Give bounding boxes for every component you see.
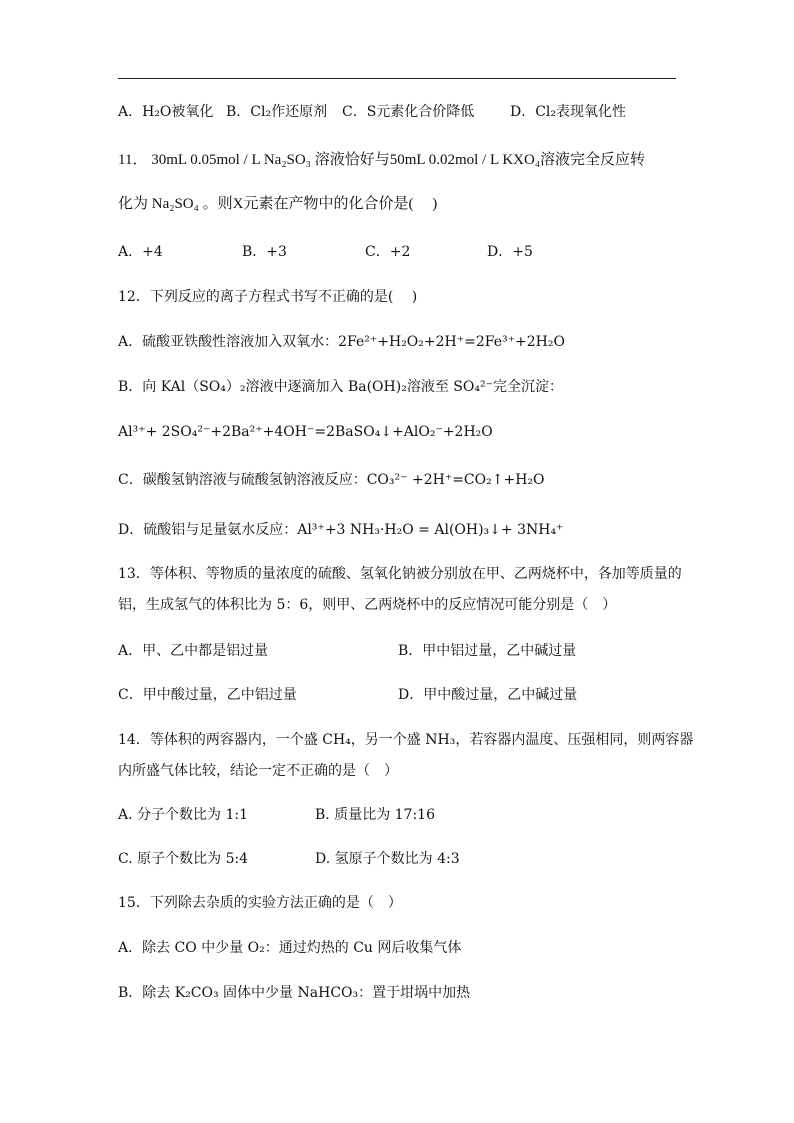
header-rule: [118, 78, 676, 79]
q11-option-d: D．+5: [487, 244, 533, 260]
q11-option-a: A．+4: [118, 244, 163, 260]
q14-option-b: B. 质量比为 17:16: [315, 807, 435, 823]
q10-option-c: C．S元素化合价降低: [342, 104, 475, 120]
q12-stem: 12．下列反应的离子方程式书写不正确的是( ): [118, 289, 418, 305]
q14-stem-line2: 内所盛气体比较，结论一定不正确的是（ ）: [118, 763, 398, 779]
q12-option-a: A．硫酸亚铁酸性溶液加入双氧水：2Fe²⁺+H₂O₂+2H⁺=2Fe³⁺+2H₂O: [118, 334, 565, 350]
q14-option-d: D. 氢原子个数比为 4:3: [315, 851, 460, 867]
q13-option-d: D．甲中酸过量，乙中碱过量: [398, 687, 578, 703]
q11-stem-line1: 11． 30mL 0.05mol / L Na₂SO₃ 溶液恰好与50mL 0.02mol / L KXO₄溶液完全反应转: [118, 152, 646, 168]
q12-option-b-line1: B．向 KAl（SO₄）₂溶液中逐滴加入 Ba(OH)₂溶液至 SO₄²⁻完全沉淀：: [118, 379, 563, 395]
q11-stem-line2: 化为 Na₂SO₄ 。则X元素在产物中的化合价是( ): [118, 196, 438, 212]
q10-option-b: B．Cl₂作还原剂: [226, 104, 328, 120]
q13-stem-line2: 铝，生成氢气的体积比为 5：6，则甲、乙两烧杯中的反应情况可能分别是（ ）: [118, 597, 617, 613]
q12-option-d: D．硫酸铝与足量氨水反应：Al³⁺+3 NH₃·H₂O = Al(OH)₃↓+ 3NH₄⁺: [118, 522, 564, 538]
q11-option-c: C．+2: [365, 244, 411, 260]
q10-option-a: A．H₂O被氧化: [118, 104, 214, 120]
q11-option-b: B．+3: [242, 244, 287, 260]
q15-option-b: B．除去 K₂CO₃ 固体中少量 NaHCO₃：置于坩埚中加热: [118, 985, 471, 1001]
q13-stem-line1: 13．等体积、等物质的量浓度的硫酸、氢氧化钠被分别放在甲、乙两烧杯中，各加等质量的: [118, 566, 682, 582]
q13-option-a: A．甲、乙中都是铝过量: [118, 643, 269, 659]
q10-option-d: D．Cl₂表现氧化性: [510, 104, 627, 120]
q15-stem: 15．下列除去杂质的实验方法正确的是（ ）: [118, 895, 402, 911]
q13-option-b: B．甲中铝过量，乙中碱过量: [398, 643, 577, 659]
q14-option-c: C. 原子个数比为 5:4: [118, 851, 249, 867]
q14-stem-line1: 14．等体积的两容器内，一个盛 CH₄，另一个盛 NH₃，若容器内温度、压强相同，则两容器: [118, 732, 694, 748]
q12-option-b-line2: Al³⁺+ 2SO₄²⁻+2Ba²⁺+4OH⁻=2BaSO₄↓+AlO₂⁻+2H₂O: [118, 424, 493, 440]
q14-option-a: A. 分子个数比为 1:1: [118, 807, 248, 823]
q12-option-c: C．碳酸氢钠溶液与硫酸氢钠溶液反应：CO₃²⁻ +2H⁺=CO₂↑+H₂O: [118, 472, 545, 488]
q15-option-a: A．除去 CO 中少量 O₂：通过灼热的 Cu 网后收集气体: [118, 940, 462, 956]
q13-option-c: C．甲中酸过量，乙中铝过量: [118, 687, 297, 703]
